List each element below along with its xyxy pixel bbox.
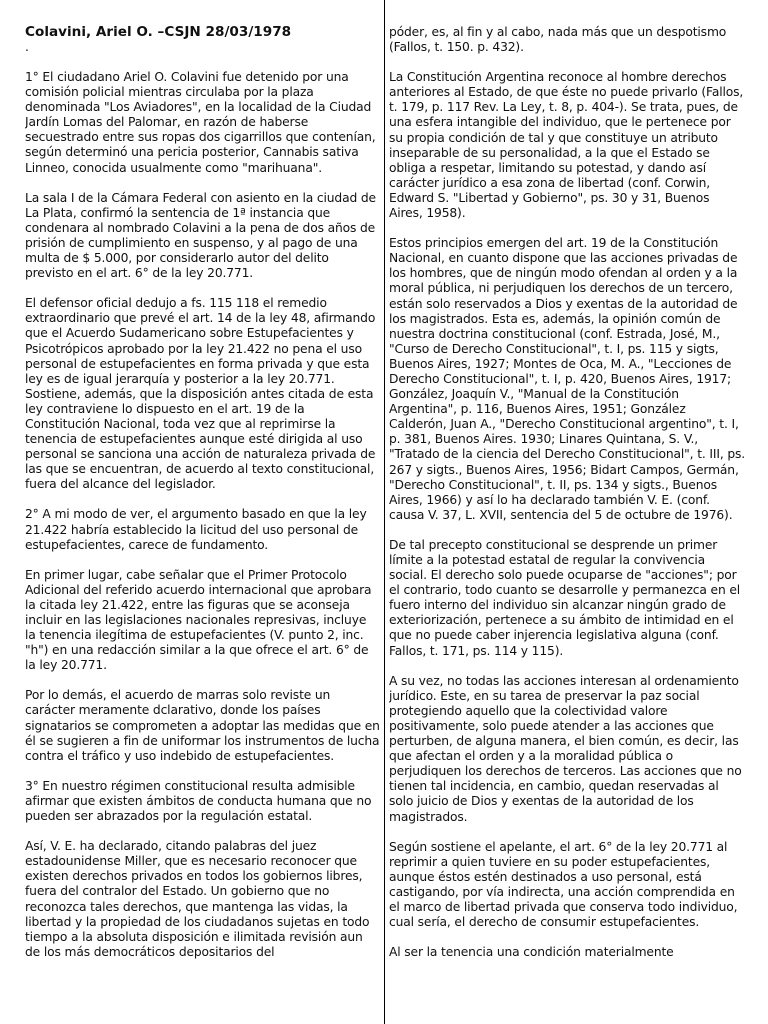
paragraph: Estos principios emergen del art. 19 de la Constitución Nacional, en cuanto dispone que las acciones privadas de los hombres, que de ningún modo ofendan al orden y a la moral pública, ni perjudiquen los derechos de un tercero, están solo reservados a Dios y exentas de la autoridad de los magistrados. Esta es, además, la opinión común de nuestra doctrina constitucional (conf. Estrada, José, M., "Curso de Derecho Constitucional", t. I, ps. 115 y sigts, Buenos Aires, 1927; Montes de Oca, M. A., "Lecciones de Derecho Constitucional", t. I, p. 420, Buenos Aires, 1917; González, Joaquín V., "Manual de la Constitución Argentina", p. 116, Buenos Aires, 1951; González Calderón, Juan A., "Derecho Constitucional argentino", t. I, p. 381, Buenos Aires. 1930; Linares Quintana, S. V., "Tratado de la ciencia del Derecho Constitucional", t. III, ps. 267 y sigts., Buenos Aires, 1956; Bidart Campos, Germán, "Derecho Constitucional", t. II, ps. 134 y sigts., Buenos Aires, 1966) y así lo ha declarado también V. E. (conf. causa V. 37, L. XVII, sentencia del 5 de octubre de 1976). <box>389 236 745 522</box>
paragraph: A su vez, no todas las acciones interesan al ordenamiento jurídico. Este, en su tarea de preservar la paz social protegiendo aquello que la colectividad valore positivamente, solo puede atender a las acciones que perturben, de alguna manera, el bien común, es decir, las que afectan el orden y a la moralidad pública o perjudiquen los derechos de terceros. Las acciones que no tienen tal incidencia, en cambio, quedan reservadas al solo juicio de Dios y exentas de la autoridad de los magistrados. <box>389 673 742 824</box>
paragraph: Así, V. E. ha declarado, citando palabras del juez estadounidense Miller, que es necesario reconocer que existen derechos privados en todos los gobiernos libres, fuera del contralor del Estado. Un gobierno que no reconozca tales derechos, que mantenga las vidas, la libertad y la propiedad de los ciudadanos sujetas en todo tiempo a la absoluta disposición e ilimitada revisión aun de los más democráticos depositarios del <box>25 839 370 959</box>
left-column <box>25 0 380 1024</box>
paragraph: Al ser la tenencia una condición materialmente <box>389 945 674 960</box>
paragraph: El defensor oficial dedujo a fs. 115 118 el remedio extraordinario que prevé el art. 14 de la ley 48, afirmando que el Acuerdo Sudamericano sobre Estupefacientes y Psicotrópicos aprobado por la ley 21.422 no pena el uso personal de estupefacientes en forma privada y que esta ley es de igual jerarquía y posterior a la ley 20.771. Sostiene, además, que la disposición antes citada de esta ley contraviene lo dispuesto en el art. 19 de la Constitución Nacional, toda vez que al reprimirse la tenencia de estupefacientes aunque esté dirigida al uso personal se sanciona una acción de naturaleza privada de las que se encuentran, de acuerdo al texto constitucional, fuera del alcance del legislador. <box>25 296 376 492</box>
paragraph: 3° En nuestro régimen constitucional resulta admisible afirmar que existen ámbitos de conducta humana que no pueden ser abrazados por la regulación estatal. <box>25 778 372 824</box>
paragraph: La sala I de la Cámara Federal con asiento en la ciudad de La Plata, confirmó la sentencia de 1ª instancia que condenara al nombrado Colavini a la pena de dos años de prisión de cumplimiento en suspenso, y al pago de una multa de $ 5.000, por considerarlo autor del delito previsto en el art. 6° de la ley 20.771. <box>25 190 376 281</box>
paragraph: 1° El ciudadano Ariel O. Colavini fue detenido por una comisión policial mientras circulaba por la plaza denominada "Los Aviadores", en la localidad de la Ciudad Jardín Lomas del Palomar, en razón de haberse secuestrado entre sus ropas dos cigarrillos que contenían, según determinó una pericia posterior, Cannabis sativa Linneo, conocida usualmente como "marihuana". <box>25 70 376 175</box>
document-title: Colavini, Ariel O. –CSJN 28/03/1978 <box>25 24 292 40</box>
paragraph: La Constitución Argentina reconoce al hombre derechos anteriores al Estado, de que éste no puede privarlo (Fallos, t. 179, p. 117 Rev. La Ley, t. 8, p. 404-). Se trata, pues, de una esfera intangible del individuo, que le pertenece por su propia condición de tal y que constituye un atributo inseparable de su personalidad, a la que el Estado se obliga a respetar, limitando su potestad, y dando así carácter jurídico a esa zona de libertad (conf. Corwin, Edward S. "Libertad y Gobierno", ps. 30 y 31, Buenos Aires, 1958). <box>389 70 744 221</box>
column-divider <box>384 0 385 1024</box>
right-column <box>389 0 745 1024</box>
title-dot: . <box>25 40 29 54</box>
paragraph: póder, es, al fin y al cabo, nada más que un despotismo (Fallos, t. 150. p. 432). <box>389 25 727 55</box>
paragraph: 2° A mi modo de ver, el argumento basado en que la ley 21.422 habría establecido la licitud del uso personal de estupefacientes, carece de fundamento. <box>25 507 367 552</box>
paragraph: De tal precepto constitucional se desprende un primer límite a la potestad estatal de regular la convivencia social. El derecho solo puede ocuparse de "acciones"; por el contrario, todo cuanto se desarrolle y permanezca en el fuero interno del individuo sin alcanzar ningún grado de exteriorización, pertenece a su ámbito de intimidad en el que no puede caber injerencia legislativa alguna (conf. Fallos, t. 171, ps. 114 y 115). <box>389 537 741 658</box>
paragraph: Por lo demás, el acuerdo de marras solo reviste un carácter meramente dclarativo, donde los países signatarios se comprometen a adoptar las medidas que en él se sugieren a fin de uniformar los instrumentos de lucha contra el tráfico y uso indebido de estupefacientes. <box>25 688 380 763</box>
paragraph: Según sostiene el apelante, el art. 6° de la ley 20.771 al reprimir a quien tuviere en su poder estupefacientes, aunque éstos estén destinados a uso personal, está castigando, por vía indirecta, una acción comprendida en el marco de libertad privada que conserva todo individuo, cual sería, el derecho de consumir estupefacientes. <box>389 839 738 930</box>
paragraph: En primer lugar, cabe señalar que el Primer Protocolo Adicional del referido acuerdo internacional que aprobara la citada ley 21.422, entre las figuras que se aconseja incluir en las legislaciones nacionales represivas, incluye la tenencia ilegítima de estupefacientes (V. punto 2, inc. "h") en una redacción similar a la que ofrece el art. 6° de la ley 20.771. <box>25 567 372 673</box>
